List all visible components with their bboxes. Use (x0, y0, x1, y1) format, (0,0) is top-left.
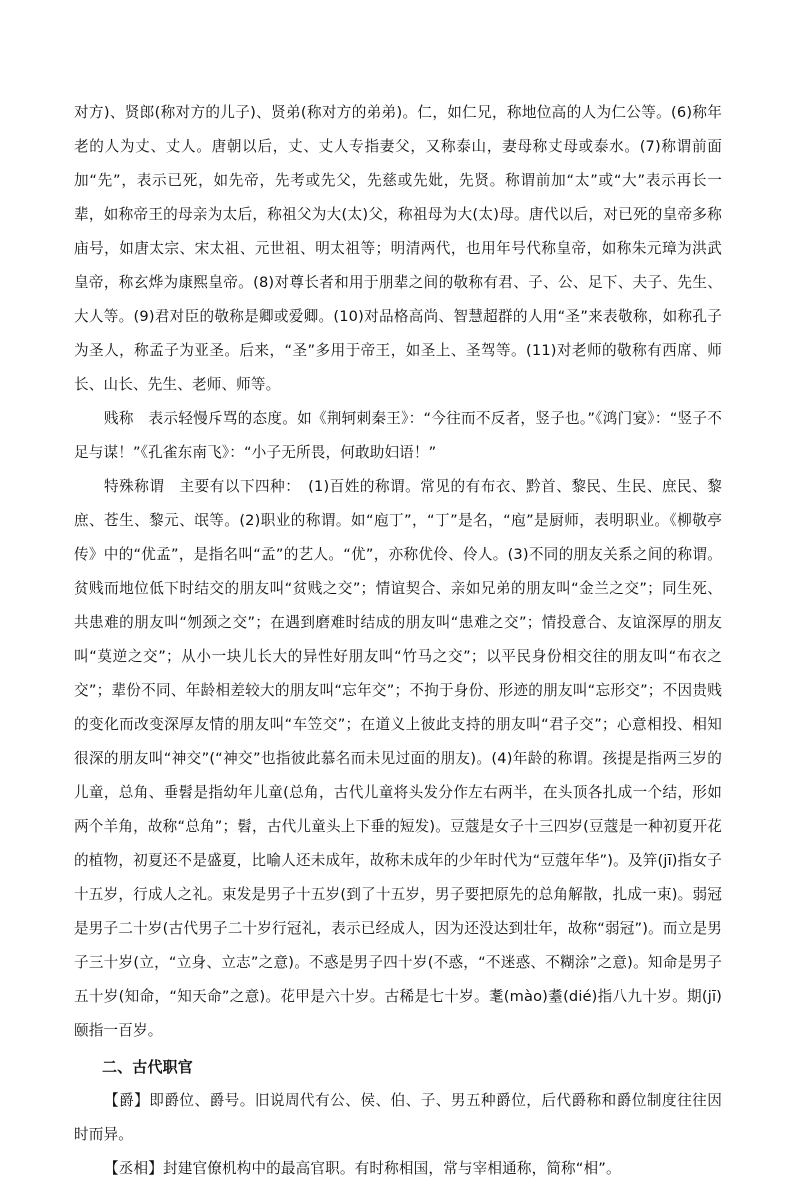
paragraph-honorifics-continued: 对方)、贤郎(称对方的儿子)、贤弟(称对方的弟弟)。仁，如仁兄，称地位高的人为仁公等。(6)称年老的人为丈、丈人。唐朝以后，丈、丈人专指妻父，又称泰山，妻母称丈母或泰水。(7)称谓前面加“先”，表示已死，如先帝，先考或先父，先慈或先妣，先贤。称谓前加“太”或“大”表示再长一辈，如称帝王的母亲为太后，称祖父为大(太)父，称祖母为大(太)母。唐代以后，对已死的皇帝多称庙号，如唐太宗、宋太祖、元世祖、明太祖等；明清两代，也用年号代称皇帝，如称朱元璋为洪武皇帝，称玄烨为康熙皇帝。(8)对尊长者和用于朋辈之间的敬称有君、子、公、足下、夫子、先生、大人等。(9)君对臣的敬称是卿或爱卿。(10)对品格高尚、智慧超群的人用“圣”来表敬称，如称孔子为圣人，称孟子为亚圣。后来，“圣”多用于帝王，如圣上、圣驾等。(11)对老师的敬称有西席、师长、山长、先生、老师、师等。 (74, 104, 722, 393)
paragraph-chancellor: 【丞相】封建官僚机构中的最高官职。有时称相国，常与宰相通称，简称“相”。 (104, 1160, 621, 1177)
paragraph-nobility: 【爵】即爵位、爵号。旧说周代有公、侯、伯、子、男五种爵位，后代爵称和爵位制度往往因时而异。 (74, 1092, 722, 1143)
section-heading-ancient-officials: 二、古代职官 (102, 1058, 193, 1076)
document-body (74, 96, 722, 1186)
paragraph-derogatory-terms: 贱称 表示轻慢斥骂的态度。如《荆轲刺秦王》：“今往而不反者，竖子也。”《鸿门宴》：“竖子不足与谋！”《孔雀东南飞》：“小子无所畏，何敢助妇语！” (74, 410, 722, 461)
paragraph-special-terms: 特殊称谓 主要有以下四种： (1)百姓的称谓。常见的有布衣、黔首、黎民、生民、庶民、黎庶、苍生、黎元、氓等。(2)职业的称谓。如“庖丁”，“丁”是名，“庖”是厨师，表明职业。《柳敬亭传》中的“优孟”，是指名叫“孟”的艺人。“优”，亦称优伶、伶人。(3)不同的朋友关系之间的称谓。贫贱而地位低下时结交的朋友叫“贫贱之交”；情谊契合、亲如兄弟的朋友叫“金兰之交”；同生死、共患难的朋友叫“刎颈之交”；在遇到磨难时结成的朋友叫“患难之交”；情投意合、友谊深厚的朋友叫“莫逆之交”；从小一块儿长大的异性好朋友叫“竹马之交”；以平民身份相交往的朋友叫“布衣之交”；辈份不同、年龄相差较大的朋友叫“忘年交”；不拘于身份、形迹的朋友叫“忘形交”；不因贵贱的变化而改变深厚友情的朋友叫“车笠交”；在道义上彼此支持的朋友叫“君子交”；心意相投、相知很深的朋友叫“神交”(“神交”也指彼此慕名而未见过面的朋友)。(4)年龄的称谓。孩提是指两三岁的儿童，总角、垂髫是指幼年儿童(总角，古代儿童将头发分作左右两半，在头顶各扎成一个结，形如两个羊角，故称“总角”；髫，古代儿童头上下垂的短发)。豆蔻是女子十三四岁(豆蔻是一种初夏开花的植物，初夏还不是盛夏，比喻人还未成年，故称未成年的少年时代为“豆蔻年华”)。及笄(jī)指女子十五岁，行成人之礼。束发是男子十五岁(到了十五岁，男子要把原先的总角解散，扎成一束)。弱冠是男子二十岁(古代男子二十岁行冠礼，表示已经成人，因为还没达到壮年，故称“弱冠”)。而立是男子三十岁(立，“立身、立志”之意)。不惑是男子四十岁(不惑，“不迷惑、不糊涂”之意)。知命是男子五十岁(知命，“知天命”之意)。花甲是六十岁。古稀是七十岁。耄(mào)耋(dié)指八九十岁。期(jī)颐指一百岁。 (74, 478, 722, 1039)
